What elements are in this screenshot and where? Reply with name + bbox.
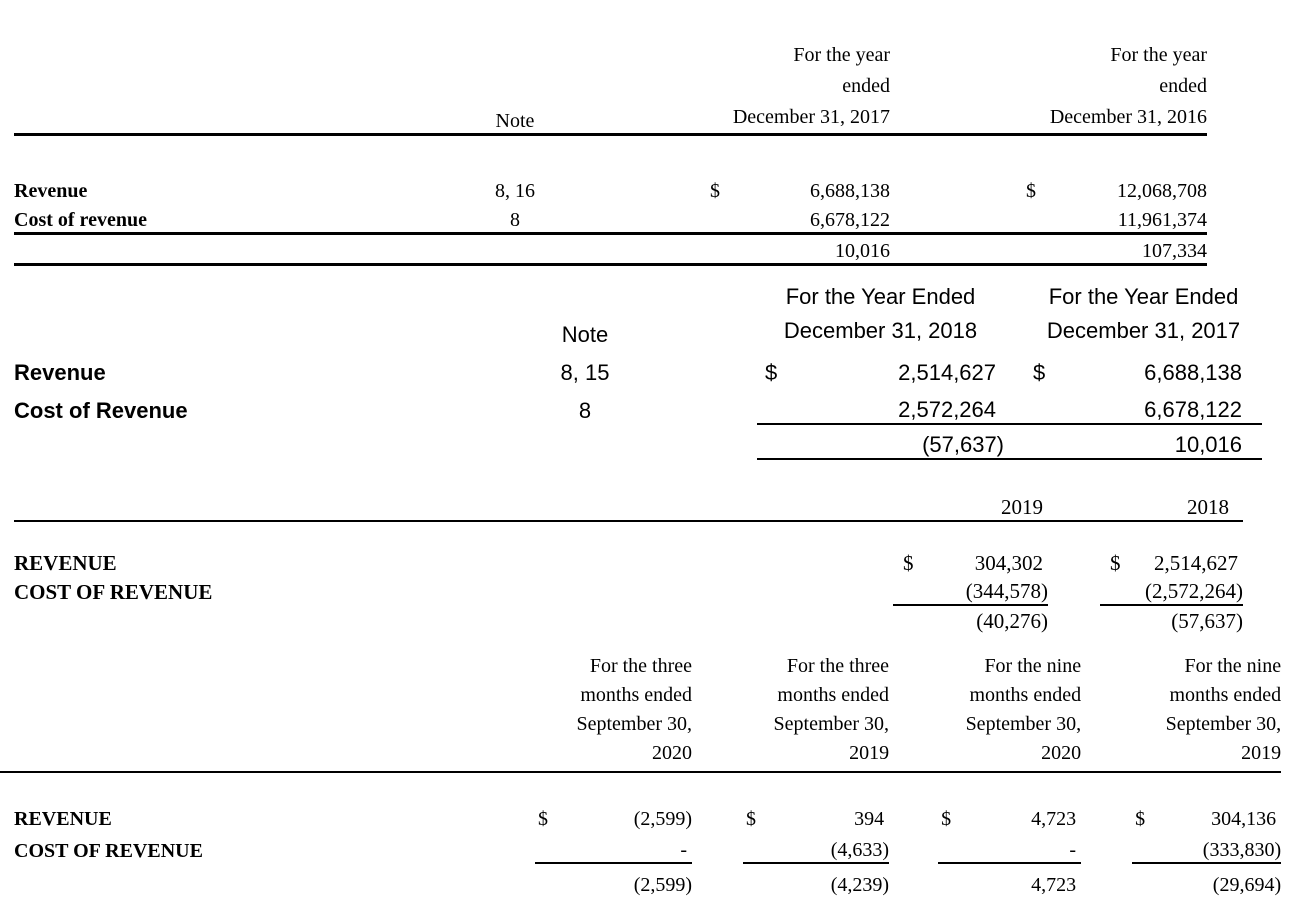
total-amount: (40,276) bbox=[976, 609, 1048, 633]
currency-symbol: $ bbox=[903, 551, 914, 575]
amount-value: 6,678,122 bbox=[741, 203, 890, 234]
currency-symbol bbox=[893, 576, 935, 605]
currency-symbol bbox=[757, 386, 797, 424]
header-line: For the year bbox=[793, 44, 891, 66]
table-header-row bbox=[14, 40, 1207, 135]
currency-symbol: $ bbox=[538, 808, 548, 830]
total-amount: (57,637) bbox=[1171, 609, 1243, 633]
period-column-header bbox=[889, 652, 1081, 772]
currency-symbol bbox=[1100, 576, 1140, 605]
row-label: Revenue bbox=[14, 360, 106, 385]
row-label: REVENUE bbox=[14, 551, 117, 575]
header-line: months ended bbox=[580, 684, 693, 706]
header-line: September 30, bbox=[576, 713, 693, 735]
total-amount: 107,334 bbox=[1057, 234, 1207, 265]
ytd-2019-2018-table bbox=[14, 490, 1243, 634]
total-row bbox=[14, 424, 1262, 459]
amount-value: - bbox=[572, 831, 692, 863]
row-label: REVENUE bbox=[14, 808, 112, 830]
total-amount: 10,016 bbox=[1065, 424, 1250, 459]
total-amount: (57,637) bbox=[797, 424, 1004, 459]
currency-symbol: $ bbox=[1110, 551, 1121, 575]
table-header-row bbox=[14, 490, 1243, 521]
note-column-header: Note bbox=[440, 40, 590, 135]
amount-value: - bbox=[975, 831, 1081, 863]
currency-symbol: $ bbox=[765, 360, 778, 385]
note-value: 8 bbox=[578, 398, 592, 423]
note-value: 8 bbox=[440, 203, 590, 234]
amount-value: 2,514,627 bbox=[898, 360, 997, 385]
period-column-header bbox=[757, 280, 1004, 348]
row-label: Cost of Revenue bbox=[14, 398, 188, 423]
header-line: 2019 bbox=[1241, 742, 1282, 764]
header-line: 2019 bbox=[849, 742, 890, 764]
amount-value: 2,572,264 bbox=[797, 386, 1004, 424]
amount-value: 4,723 bbox=[1031, 808, 1077, 830]
amount-value: (4,633) bbox=[780, 831, 889, 863]
currency-symbol: $ bbox=[1135, 808, 1146, 830]
table-row bbox=[0, 800, 1281, 831]
amount-value: 12,068,708 bbox=[1117, 180, 1208, 202]
amount-value: 2,514,627 bbox=[1154, 551, 1238, 575]
table-row bbox=[14, 549, 1243, 576]
total-row bbox=[0, 863, 1281, 897]
total-amount: 4,723 bbox=[1031, 874, 1077, 896]
header-line: December 31, 2016 bbox=[1049, 106, 1208, 128]
header-line: For the nine bbox=[1184, 655, 1282, 677]
row-label: COST OF REVENUE bbox=[14, 840, 203, 862]
amount-value: (2,599) bbox=[633, 808, 693, 830]
amount-value: 6,688,138 bbox=[810, 180, 891, 202]
header-line: For the year bbox=[1110, 44, 1208, 66]
currency-symbol: $ bbox=[1026, 180, 1037, 202]
total-amount: (4,239) bbox=[830, 874, 890, 896]
table-row bbox=[0, 831, 1281, 863]
note-value: 8, 15 bbox=[560, 360, 610, 385]
header-line: months ended bbox=[1169, 684, 1282, 706]
amount-value: (2,572,264) bbox=[1140, 576, 1243, 605]
header-line: December 31, 2017 bbox=[1046, 318, 1241, 343]
currency-symbol bbox=[1132, 831, 1169, 863]
currency-symbol bbox=[706, 203, 741, 234]
header-line: months ended bbox=[777, 684, 890, 706]
header-line: September 30, bbox=[773, 713, 890, 735]
total-amount: (29,694) bbox=[1212, 874, 1282, 896]
header-line: For the Year Ended bbox=[1048, 284, 1239, 309]
period-column-header: 2019 bbox=[893, 490, 1048, 521]
header-line: 2020 bbox=[1041, 742, 1082, 764]
header-line: December 31, 2018 bbox=[783, 318, 978, 343]
amount-value: (344,578) bbox=[935, 576, 1048, 605]
period-column-header bbox=[1081, 652, 1281, 772]
header-line: months ended bbox=[969, 684, 1082, 706]
row-label: Cost of revenue bbox=[14, 203, 440, 234]
currency-symbol: $ bbox=[941, 808, 952, 830]
header-line: ended bbox=[842, 75, 891, 97]
header-line: September 30, bbox=[965, 713, 1082, 735]
table-header-row bbox=[0, 652, 1281, 772]
header-line: For the nine bbox=[984, 655, 1082, 677]
currency-symbol bbox=[1022, 203, 1057, 234]
table-row bbox=[14, 386, 1262, 424]
amount-value: 6,678,122 bbox=[1065, 386, 1250, 424]
table-row bbox=[14, 576, 1243, 605]
amount-value: 304,302 bbox=[974, 551, 1043, 575]
period-column-header bbox=[500, 652, 692, 772]
header-line: 2020 bbox=[652, 742, 693, 764]
row-label: COST OF REVENUE bbox=[14, 580, 213, 604]
period-column-header: 2018 bbox=[1100, 490, 1243, 521]
table-row bbox=[14, 348, 1262, 386]
row-label: Revenue bbox=[14, 180, 88, 202]
currency-symbol: $ bbox=[746, 808, 757, 830]
period-column-header bbox=[706, 40, 890, 135]
annual-2017-2016-table bbox=[14, 40, 1207, 266]
amount-value: 11,961,374 bbox=[1057, 203, 1207, 234]
total-amount: (2,599) bbox=[633, 874, 693, 896]
period-column-header bbox=[692, 652, 889, 772]
quarterly-nine-month-table bbox=[0, 652, 1281, 897]
period-column-header bbox=[1025, 280, 1262, 348]
currency-symbol bbox=[938, 831, 975, 863]
currency-symbol: $ bbox=[710, 180, 720, 202]
header-line: For the three bbox=[589, 655, 693, 677]
period-column-header bbox=[1022, 40, 1207, 135]
amount-value: 394 bbox=[854, 808, 885, 830]
header-line: ended bbox=[1159, 75, 1208, 97]
annual-2018-2017-table bbox=[14, 280, 1262, 460]
note-value: 8, 16 bbox=[495, 180, 535, 202]
total-row bbox=[14, 234, 1207, 265]
currency-symbol bbox=[743, 831, 780, 863]
amount-value: (333,830) bbox=[1169, 831, 1281, 863]
amount-value: 304,136 bbox=[1211, 808, 1277, 830]
header-line: December 31, 2017 bbox=[732, 106, 891, 128]
amount-value: 6,688,138 bbox=[1144, 360, 1243, 385]
table-header-row bbox=[14, 280, 1262, 348]
header-line: For the Year Ended bbox=[785, 284, 976, 309]
currency-symbol bbox=[535, 831, 572, 863]
table-row bbox=[14, 203, 1207, 234]
header-line: September 30, bbox=[1165, 713, 1282, 735]
table-row bbox=[14, 173, 1207, 203]
currency-symbol bbox=[1025, 386, 1065, 424]
header-line: For the three bbox=[786, 655, 890, 677]
currency-symbol: $ bbox=[1033, 360, 1046, 385]
total-amount: 10,016 bbox=[741, 234, 890, 265]
total-row bbox=[14, 605, 1243, 634]
note-column-header: Note bbox=[561, 322, 609, 347]
